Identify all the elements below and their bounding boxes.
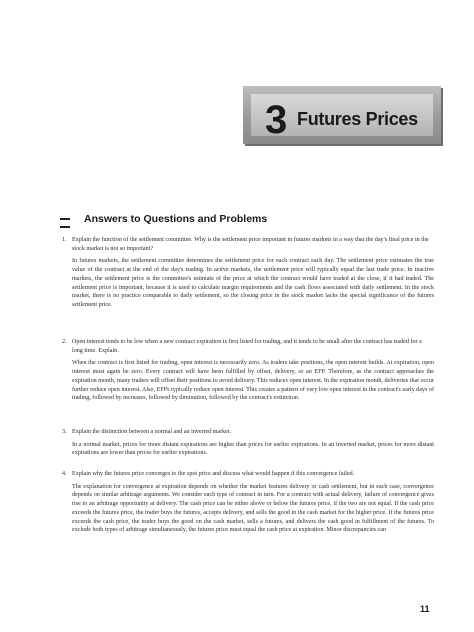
question-item-4	[62, 470, 434, 539]
question-1	[62, 236, 434, 253]
question-text: Open interest tends to be low when a new contract expiration is first listed for trading, and it tends to be small after the contract has traded for a long time. Explain.	[72, 339, 422, 354]
chapter-banner	[243, 86, 441, 144]
question-3	[62, 428, 434, 437]
question-2	[62, 338, 434, 355]
question-item-3	[62, 428, 434, 462]
question-text: Explain the function of the settlement committee. Why is the settlement price important in futures markets in a way that the day's final price in the stock market is not so important?	[72, 237, 429, 252]
question-number: 1.	[62, 237, 67, 243]
answer-paragraph: In a normal market, prices for more distant expirations are higher than prices for earlier expirations. In an inverted market, prices for more distant expirations are lower than prices for earlier expirations.	[72, 441, 434, 457]
question-text: Explain the distinction between a normal and an inverted market.	[72, 429, 232, 435]
answer-paragraph: When the contract is first listed for trading, open interest is necessarily zero. As traders take positions, the open interest builds. At expiration, open interest must again be zero. Every contract will have been fulfilled by offset, delivery, or an EFP. Therefore, as the contract approaches the expiration month, many traders will offset their positions to avoid delivery. This reduces open interest. In the expiration month, deliveries that occur further reduce open interest. Also, EFPs typically reduce open interest. This creates a pattern of very low open interest in the contract's early days of trading, followed by increases, followed by diminution, followed by the contract's extinction.	[72, 360, 434, 402]
question-item-1	[62, 236, 434, 314]
chapter-title: Futures Prices	[297, 109, 418, 129]
question-number: 3.	[62, 429, 67, 435]
answer-paragraph: The explanation for convergence at expiration depends on whether the market features delivery or cash settlement, but in each case, convergence depends on similar arbitrage arguments. We consider each type of contract in turn. For a contract with actual delivery, failure of convergence gives rise to an arbitrage opportunity at delivery. The cash price can be either above or below the futures price, if the two are not equal. If the cash price exceeds the futures price, the trader buys the futures, accepts delivery, and sells the good in the cash market for the higher price. If the futures price exceeds the cash price, the trader buys the good on the cash market, sells a futures, and delivers the cash good in fulfillment of the futures. To exclude both types of arbitrage simultaneously, the futures price must equal the cash price at expiration. Minor discrepancies can	[72, 483, 434, 534]
section-title: Answers to Questions and Problems	[84, 213, 268, 225]
question-4	[62, 470, 434, 479]
answer-2	[72, 359, 434, 403]
answer-3	[72, 441, 434, 458]
chapter-number: 3	[265, 98, 288, 142]
question-item-2	[62, 338, 434, 407]
section-marker	[60, 218, 70, 228]
answer-4	[72, 483, 434, 535]
question-text: Explain why the futures price converges to the spot price and discuss what would happen if this convergence failed.	[72, 471, 355, 477]
chapter-banner-inner	[251, 94, 433, 142]
question-number: 4.	[62, 471, 67, 477]
answer-paragraph: In futures markets, the settlement committee determines the settlement price for each contract each day. The settlement price estimates the true value of the contract at the end of the day's trading. In active markets, the settlement price will typically equal the last trade price. In inactive markets, the settlement price is the committee's estimate of the price at which the contract would have traded at the close, if it had traded. The settlement price is important, because it is used to calculate margin requirements and the cash flows associated with daily settlement. In the stock market, there is no practice comparable to daily settlement, so the closing price in the stock market lacks the special significance of the futures settlement price.	[72, 258, 434, 308]
answer-1	[72, 257, 434, 309]
question-number: 2.	[62, 339, 67, 345]
page-number: 11	[420, 604, 430, 614]
